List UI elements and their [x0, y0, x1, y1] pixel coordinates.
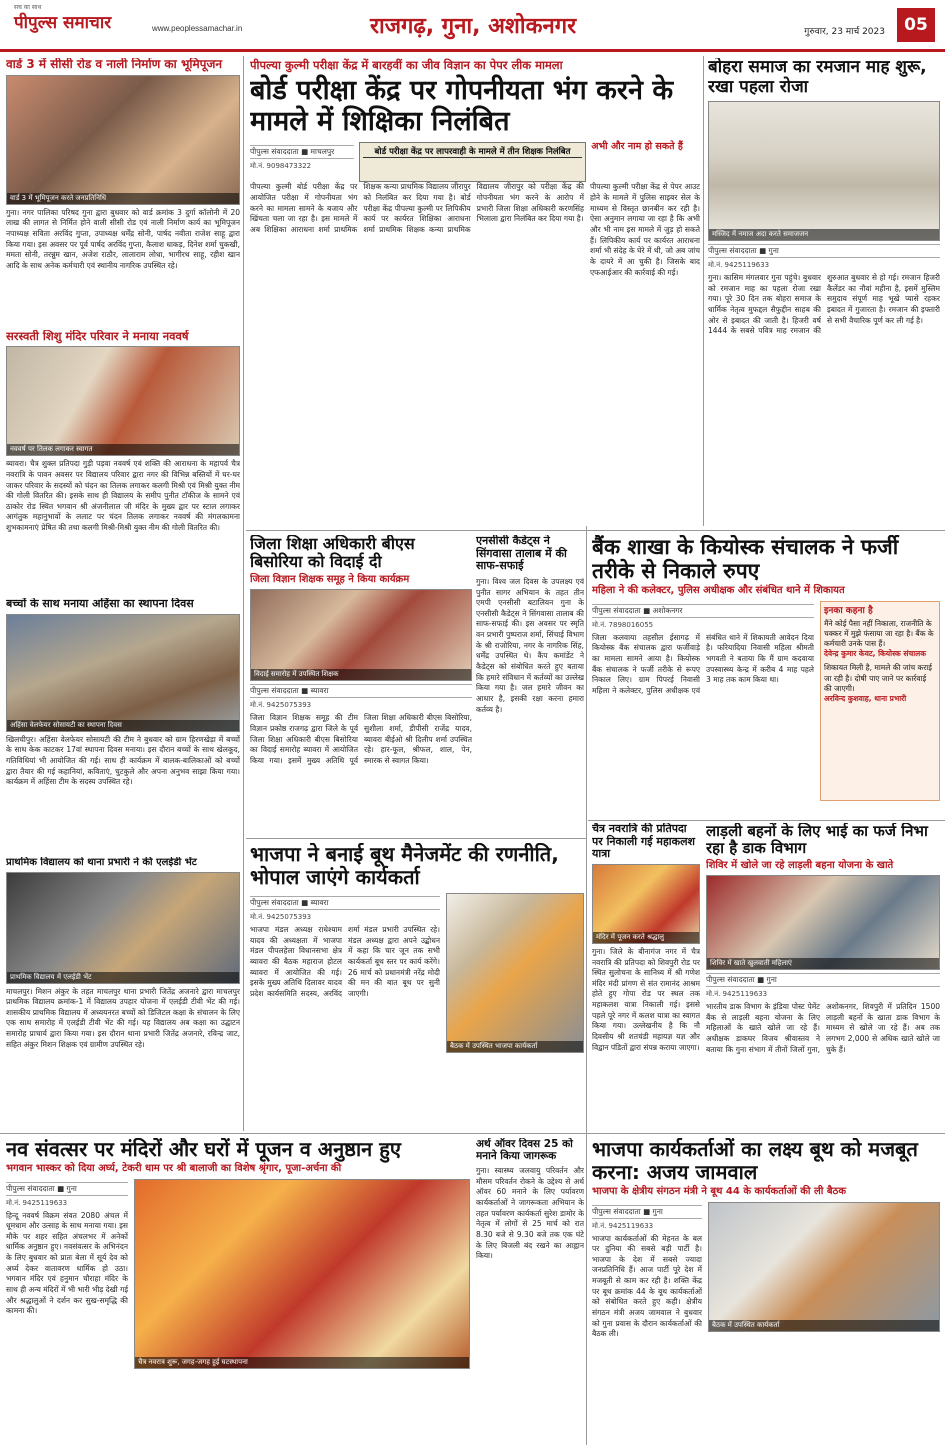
- story-subhead: भाजपा के क्षेत्रीय संगठन मंत्री ने बूथ 44 के कार्यकर्ताओं की ली बैठक: [592, 1186, 847, 1197]
- clipping-image: [359, 142, 586, 182]
- story-bank-kiosk: [592, 535, 940, 818]
- byline: पीपुल्स संवाददाता ■ अशोकनगर: [592, 604, 814, 618]
- story-body: गुना। जिले के बीनागंज नगर में चैत्र नवरात्रि की प्रतिपदा को शिवपुरी रोड पर स्थित सुलोचना के सानिध्य में श्री गणेश मंदिर मंदी प्रांगण से संत रामानंद आश्रम होते हुए गोपा रोड पर स्थल तक महाकलश यात्रा निकाली गई। इससे पहले पूरे नगर में कलश यात्रा का स्वागत किया गया। उल्लेखनीय है कि नौ दिवसीय श्री शतचंडी महायज्ञ यज्ञ और विद्वान पंडितों द्वारा संपन्न कराया जाएगा।: [592, 946, 700, 1052]
- story-photo: [250, 589, 472, 681]
- story-body: गुना। नगर पालिका परिषद गुना द्वारा बुधवार को वार्ड क्रमांक 3 दुर्गा कॉलोनी में 20 लाख की लागत से निर्मित होने वाली सीसी रोड एवं नाली निर्माण कार्य का भूमिपूजन नपाध्यक्ष सविता अरविंद गुप्ता, उपाध्यक्ष धर्मेंद्र सोनी, पार्षद नवीता राजेश साहू द्वारा किया गया। इस अवसर पर पूर्व पार्षद अरविंद गुप्ता, कैलाश धाकड़, दिनेश शर्मा चुकखी, ममता सोनी, तरन्नुम खान, अजेश राठौर, लालाराम लोधा, भागीरथ साहू, रहीश खान आदि के साथ अनेक कर्मचारी एवं स्थानीय नागरिक उपस्थित रहे।: [6, 207, 240, 270]
- row-divider: [588, 820, 945, 821]
- byline-phone: मो.नं. 7898016055: [592, 620, 654, 629]
- story-headline: जिला शिक्षा अधिकारी बीएस बिसोरिया को विदाई दी: [250, 535, 415, 572]
- story-headline: प्राथमिक विद्यालय को थाना प्रभारी ने की एलईडी भेंट: [6, 857, 197, 868]
- story-photo: [706, 875, 940, 970]
- story-photo: [708, 1202, 940, 1332]
- story-photo: [6, 872, 240, 984]
- story-photo: [6, 614, 240, 732]
- story-subhead: महिला ने की कलेक्टर, पुलिस अधीक्षक और संबंधित थाने में शिकायत: [592, 585, 845, 597]
- story-headline: चैत्र नवरात्रि की प्रतिपदा पर निकाली गई महाकलश यात्रा: [592, 823, 696, 861]
- photo-caption: प्राथमिक विद्यालय में एलईडी भेंट: [7, 972, 239, 983]
- column-divider: [586, 526, 587, 1445]
- story-body: हिन्दू नववर्ष विक्रम संवत 2080 अंचल में धूमधाम और उत्साह के साथ मनाया गया। इस मौके पर शहर सहित अंचलभर में अनेकों धार्मिक अनुष्ठान हुए। नवसंवत्सर के अभिनंदन के लिए बुधवार को प्रातः बेला में सूर्य देव को अर्घ्य देकर वातावरण धार्मिक हो उठा। भगवान मंदिर एवं हनुमान चौराहा मंदिर के साथ ही अन्य मंदिरों में भी भारी भीड़ देखी गई और श्रद्धालुओं ने दर्शन कर सुख-समृद्धि की कामना की।: [6, 1210, 129, 1316]
- masthead-tagline: सच का साथ: [14, 4, 42, 11]
- story-body: जिला विज्ञान शिक्षक समूह की टीम विज्ञान प्रकोष्ठ राजगढ़ द्वारा जिले के पूर्व जिला शिक्षा अधिकारी बीएस बिसोरिया का विदाई समारोह ब्यावरा में आयोजित किया गया। इसमें मुख्य अतिथि पूर्व जिला शिक्षा अधिकारी बीएस बिसोरिया, सुशीला शर्मा, डीपीसी राजेंद्र यादव, ब्यावरा बीईओ श्री दिलीप शर्मा उपस्थित रहे। हार-फूल, श्रीफल, शाल, पेन, स्मारक से स्वागत किया।: [250, 713, 472, 765]
- photo-caption: नववर्ष पर तिलक लगाकर स्वागत: [7, 444, 239, 455]
- byline-phone: मो.नं. 9425119633: [708, 261, 770, 270]
- story-photo: [446, 893, 584, 1053]
- story-ncc: [476, 535, 584, 835]
- quote-text: शिकायत मिली है, मामले की जांच कराई जा रही है। दोषी पाए जाने पर कार्रवाई की जाएगी।: [824, 663, 932, 693]
- byline-phone: मो.नं. 9425119633: [6, 1198, 68, 1207]
- byline-phone: मो.नं. 9425075393: [250, 913, 312, 921]
- website-link[interactable]: www.peoplessamachar.in: [152, 24, 243, 33]
- photo-caption: बैठक में उपस्थित भाजपा कार्यकर्ता: [447, 1041, 583, 1052]
- row-divider: [246, 838, 586, 839]
- photo-caption: चैत्र नवरात्र शुरू, जगह-जगह हुई घटस्थापना: [135, 1357, 469, 1368]
- story-photo: [592, 864, 700, 944]
- quote-author: अरविन्द कुशवाह, थाना प्रभारी: [824, 693, 907, 703]
- row-divider: [246, 530, 945, 531]
- photo-caption: शिविर में खाते खुलवाती महिलाएं: [707, 958, 939, 969]
- story-led: [6, 857, 240, 1131]
- story-photo: [6, 75, 240, 205]
- story-photo: [134, 1179, 470, 1369]
- byline: पीपुल्स संवाददाता ■ गुना: [706, 973, 940, 987]
- story-body: ब्यावरा। चैत्र शुक्ल प्रतिपदा गुड़ी पड़वा नववर्ष एवं शक्ति की आराधना के महापर्व चैत्र नवरात्रि के पावन अवसर पर विद्यालय परिवार द्वारा नगर की विभिन्न बस्तियों में घर-घर जाकर परिवार के सदस्यों को चंदन का तिलक लगाकर कलगी मिश्री एवं मिश्री युक्त नीम की गोली वितरित की। इसके साथ ही विद्यालय के समीप पुनीत टॉकीज के सामने एवं ठाकोर रोड स्थित भगवान श्री अंजनीलाल जी मंदिर के मुख्य द्वार पर स्टाल लगाकर आगंतुक महानुभावों के ललाट पर चंदन तिलक लगाकर नववर्ष की मंगलकामना शुभकामनाएं प्रेषित की तथा कलगी मिश्री-मिश्री युक्त नीम की गोली वितरित की।: [6, 459, 240, 533]
- story-samvatsar: [6, 1138, 472, 1440]
- quote-heading: इनका कहना है: [824, 605, 873, 616]
- photo-caption: मंदिर में पूजन करते श्रद्धालु: [593, 932, 699, 943]
- story-headline: सरस्वती शिशु मंदिर परिवार ने मनाया नववर्ष: [6, 330, 189, 343]
- story-bhoomipujan: [6, 58, 240, 328]
- lead-kicker: पीपल्या कुल्मी परीक्षा केंद्र में बारहवीं का जीव विज्ञान का पेपर लीक मामला: [250, 58, 563, 72]
- story-headline: एनसीसी कैडेट्स ने सिंगवासा तालाब में की साफ-सफाई: [476, 535, 567, 573]
- photo-caption: मस्जिद में नमाज अदा करते समाजजन: [709, 229, 939, 240]
- story-body: गुना। विश्व जल दिवस के उपलक्ष्य एवं पुनीत सागर अभियान के तहत तीन एमपी एनसीसी बटालियन गुना के एनसीसी कैडेट्स ने सिंगवासा तालाब की साफ-सफाई की। इस अवसर पर स्मृति वन प्रभारी पुष्पराज शर्मा, सिंचाई विभाग के श्री राजोरिया, नगर के नागरिक सिंह, धर्मेंद्र उपस्थित थे। कैंप कमांडेंट ने कैडेट्स को संबोधित करते हुए बताया कि हमारे संविधान में कर्तव्यों का उल्लेख किया गया है। जल हमारे जीवन का आधार है, इसकी रक्षा करना हमारा कर्तव्य है।: [476, 576, 584, 714]
- story-bohra: [708, 58, 940, 526]
- byline-phone: मो.नं. 9098473322: [250, 162, 312, 171]
- story-ahinsa: [6, 598, 240, 853]
- photo-caption: विदाई समारोह में उपस्थित शिक्षक: [251, 669, 471, 680]
- story-headline: बैंक शाखा के कियोस्क संचालक ने फर्जी तरीके से निकाले रुपए: [592, 535, 899, 584]
- quote-box: [820, 601, 940, 801]
- story-body: खिलचीपुर। अहिंसा वेलफेयर सोसायटी की टीम ने बुधवार को ग्राम हिरणखेड़ा में बच्चों के साथ केक काटकर 17वां स्थापना दिवस मनाया। इस दौरान बच्चों के साथ खेलकूद, गतिविधियां भी आयोजित की गई। साथ ही कार्यक्रम में बालक-बालिकाओं को बच्चों द्वारा तैयार की गई कहानियां, कविताएं, चुटकुले और अपना अनुभव साझा किया गया। कार्यक्रम में अहिंसा टीम के सदस्य उपस्थित रहे।: [6, 734, 240, 787]
- story-saraswati: [6, 330, 240, 580]
- story-ladli-behna: [706, 823, 940, 1131]
- byline-phone: मो.नं. 9425119633: [592, 1221, 654, 1230]
- quote-author: देवेन्द्र कुमार केवट, कियोस्क संचालक: [824, 649, 927, 659]
- byline: पीपुल्स संवाददाता ■ गुना: [708, 244, 940, 258]
- story-navratri-kalash: [592, 823, 700, 1131]
- lead-body: पीपल्या कुल्मी बोर्ड परीक्षा केंद्र पर आयोजित परीक्षा में गोपनीयता भंग करने का मामला सामने के बजाय और खिंचता चला जा रहा है। इस मामले में अब शिक्षिका आराधना शर्मा प्राथमिक शिक्षक कन्या प्राथमिक विद्यालय जीरापुर को निलंबित कर दिया गया है। बोर्ड परीक्षा केंद्र पीपल्या कुल्मी पर लिपिकीय कार्य पर कार्यरत शिक्षिका आराधना शर्मा प्राथमिक शिक्षक कन्या प्राथमिक विद्यालय जीरापुर को परीक्षा केंद्र की गोपनीयता भंग करने के आरोप में प्रभारी जिला शिक्षा अधिकारी करणसिंह भिलाला द्वारा निलंबित कर दिया गया है।: [250, 182, 584, 235]
- story-bjp-jamwal: [592, 1138, 940, 1440]
- story-photo: [6, 346, 240, 456]
- sidebar-headline: अभी और नाम हो सकते हैं: [591, 141, 683, 153]
- story-headline: बोहरा समाज का रमजान माह शुरू, रखा पहला रोजा: [708, 58, 927, 97]
- lead-headline: बोर्ड परीक्षा केंद्र पर गोपनीयता भंग करने के मामले में शिक्षिका निलंबित: [250, 75, 674, 138]
- story-headline: भाजपा कार्यकर्ताओं का लक्ष्य बूथ को मजबूत करना: अजय जामवाल: [592, 1138, 918, 1184]
- masthead: [0, 0, 945, 52]
- story-bjp-booth: [250, 843, 584, 1131]
- story-deo-farewell: [250, 535, 472, 835]
- story-body: माचलपुर। मिशन अंकुर के तहत माचलपुर थाना प्रभारी जितेंद्र अजनारे द्वारा माचलपुर प्राथमिक विद्यालय क्रमांक-1 में विद्यालय उपहार योजना में एलईडी टीवी भेंट की गई। शासकीय प्राथमिक विद्यालय में अध्ययनरत बच्चों को डिजिटल कक्षा के संचालन के लिए एक साथ समारोह में एलईडी टीवी भेंट की गई। यह विद्यालय अब कक्षा का उद्घाटन समारोह प्राचार्य द्वारा किया गया। इस दौरान थाना प्रभारी जितेंद्र अजनारे, रविन्द्र जाट, सहित अंकुर मिशन शिक्षक एवं ग्रामीण उपस्थित रहे।: [6, 986, 240, 1049]
- story-body: भारतीय डाक विभाग के इंडिया पोस्ट पेमेंट बैंक से लाड़ली बहना योजना के लिए महिलाओं के खाते खोले जा रहे हैं। अधीक्षक डाकघर विजय श्रीवास्तव ने बताया कि गुना संभाग में तीनों जिलों गुना, अशोकनगर, शिवपुरी में प्रतिदिन 1500 लाड़ली बहनों के खाता डाक विभाग के माध्यम से खोले जा रहे हैं। अब तक लगभग 2,000 से अधिक खाते खोले जा चुके हैं।: [706, 1002, 940, 1054]
- byline: पीपुल्स संवाददाता ■ ब्यावरा: [250, 896, 440, 910]
- byline: पीपुल्स संवाददाता ■ गुना: [6, 1182, 128, 1196]
- story-subhead: शिविर में खोले जा रहे लाड़ली बहना योजना के खाते: [706, 859, 894, 871]
- story-body: भाजपा कार्यकर्ताओं की मेहनत के बल पर दुनिया की सबसे बड़ी पार्टी है। भाजपा के देश में सबसे ज्यादा जनप्रतिनिधि हैं। आज पार्टी पूरे देश में मजबूती से काम कर रही है। शक्ति केंद्र पर बूथ क्रमांक 44 के बूथ कार्यकर्ताओं को संबोधित करते हुए कही। क्षेत्रीय संगठन मंत्री अजय जामवाल ने बुधवार को गुना प्रवास के दौरान कार्यकर्ताओं की बैठक ली।: [592, 1233, 702, 1339]
- byline: पीपुल्स संवाददाता ■ माचलपुर: [250, 145, 354, 159]
- newspaper-logo: पीपुल्स समाचार: [14, 13, 112, 33]
- edition-date: गुरुवार, 23 मार्च 2023: [804, 27, 885, 37]
- lead-story: [250, 58, 700, 528]
- edition-region: राजगढ़, गुना, अशोकनगर: [370, 14, 577, 39]
- story-headline: अर्थ ऑवर दिवस 25 को मनाने किया जागरूक: [476, 1138, 573, 1163]
- photo-caption: वार्ड 3 में भूमिपूजन करते जनप्रतिनिधि: [7, 193, 239, 204]
- byline: पीपुल्स संवाददाता ■ ब्यावरा: [250, 684, 472, 698]
- photo-caption: बैठक में उपस्थित कार्यकर्ता: [709, 1320, 939, 1331]
- clipping-headline: बोर्ड परीक्षा केंद्र पर लापरवाही के मामले में तीन शिक्षक निलंबित: [363, 146, 582, 158]
- story-body: गुना। स्वास्थ्य जलवायु परिवर्तन और मौसम परिवर्तन रोकने के उद्देश्य से अर्थ ऑवर 60 मनाने के लिए पर्यावरण कार्यकर्ताओं ने जागरूकता अभियान के तहत पर्यावरण कार्यकर्ता सुरेश डामोर के नेतृत्व में लोगों से 25 मार्च को रात 8.30 बजे से 9.30 बजे तक एक घंटे के लिए बिजली बंद रखने का आह्वान किया।: [476, 1166, 584, 1261]
- story-body: जिला कलवाया तहसील ईसागढ़ में कियोस्क बैंक संचालक द्वारा फर्जीवाड़े का मामला सामने आया है। कियोस्क बैंक संचालक ने फर्जी तरीके से रूपए निकाल लिए। ग्राम पिपरई निवासी महिला ने कलेक्टर, पुलिस अधीक्षक एवं संबंधित थाने में शिकायती आवेदन दिया है। फरियादिया निवासी महिला श्रीमती भगवती ने बताया कि मैं ग्राम कदवाया उपस्वास्थ्य केन्द्र में करीब 4 माह पहले 3 माह तक काम किया था।: [592, 632, 814, 695]
- story-headline: भाजपा ने बनाई बूथ मैनेजमेंट की रणनीति, भोपाल जाएंगे कार्यकर्ता: [250, 843, 559, 889]
- story-headline: नव संवत्सर पर मंदिरों और घरों में पूजन व अनुष्ठान हुए: [6, 1138, 401, 1161]
- story-headline: बच्चों के साथ मनाया अहिंसा का स्थापना दिवस: [6, 598, 194, 610]
- byline-phone: मो.नं. 9425075393: [250, 701, 312, 710]
- story-photo: [708, 101, 940, 241]
- story-body: गुना। कासिम मंगलवार गुना पहुंचे। बुधवार को रमजान माह का पहला रोजा रखा गया। पूरे 30 दिन तक बोहरा समाज के धार्मिक नेतृत्व मुफद्दल सैफुद्दीन साहब की ओर से इबादत की जाती है। हिजरी वर्ष 1444 के सबसे पवित्र माह रमजान की शुरुआत बुधवार से हो गई। रमजान हिजरी कैलेंडर का नौवां महीना है, इसमें मुस्लिम समुदाय संपूर्ण माह भूखे प्यासे रहकर इबादत में गुजारता है। रमजान की इफ्तारी से सभी वैचारिक पूर्ण कर ली गई है।: [708, 273, 940, 336]
- story-body: भाजपा मंडल अध्यक्ष राधेश्याम यादव की अध्यक्षता में भाजपा मंडल पीपलहेला विधानसभा क्षेत्र ब्यावरा की बैठक महाराज होटल ब्यावरा में आयोजित की गई। इसके मुख्य अतिथि दिलावर यादव प्रदेश कार्यसमिति सदस्य, अरविंद शर्मा मंडल प्रभारी उपस्थित रहे। मंडल अध्यक्ष द्वारा अपने उद्बोधन में कहा कि चार जून तक सभी कार्यकर्ता बूथ स्तर पर कार्य करेंगे। 26 मार्च को प्रधानमंत्री नरेंद्र मोदी की मन की बात बूथ पर सुनी जाएगी।: [250, 925, 440, 998]
- column-divider: [243, 56, 244, 1131]
- photo-caption: अहिंसा वेलफेयर सोसायटी का स्थापना दिवस: [7, 720, 239, 731]
- column-divider: [703, 56, 704, 526]
- byline-phone: मो.नं. 9425119633: [706, 990, 768, 998]
- quote-text: मैंने कोई पैसा नहीं निकाला, राजनीति के चक्कर में मुझे फंसाया जा रहा है। बैंक के कर्मचारी उनके पास हैं।: [824, 618, 934, 649]
- byline: पीपुल्स संवाददाता ■ गुना: [592, 1205, 702, 1219]
- story-subhead: जिला विज्ञान शिक्षक समूह ने किया कार्यक्रम: [250, 573, 410, 585]
- row-divider: [0, 1133, 945, 1134]
- story-subhead: भगवान भास्कर को दिया अर्घ्य, टेकरी धाम पर श्री बालाजी का विशेष श्रृंगार, पूजा-अर्चना की: [6, 1163, 342, 1174]
- story-earth-hour: [476, 1138, 584, 1440]
- page-number: 05: [897, 8, 935, 42]
- sidebar-body: पीपल्या कुल्मी परीक्षा केंद्र से पेपर आउट होने के मामले में पुलिस साइबर सेल के माध्यम से विस्तृत छानबीन कर रही है। ऐसा अनुमान लगाया जा रहा है कि अभी और भी नाम इस मामले में जुड़ हो सकते हैं। लिपिकीय कार्य पर कार्यरत आराधना शर्मा भी संदेह के घेरे में थी, जो अब जांच के दायरे में आ चुकी है। जिसके बाद एफआईआर की कार्रवाई की गई।: [590, 182, 700, 277]
- story-headline: वार्ड 3 में सीसी रोड व नाली निर्माण का भूमिपूजन: [6, 58, 223, 71]
- story-headline: लाड़ली बहनों के लिए भाई का फर्ज निभा रहा है डाक विभाग: [706, 823, 928, 858]
